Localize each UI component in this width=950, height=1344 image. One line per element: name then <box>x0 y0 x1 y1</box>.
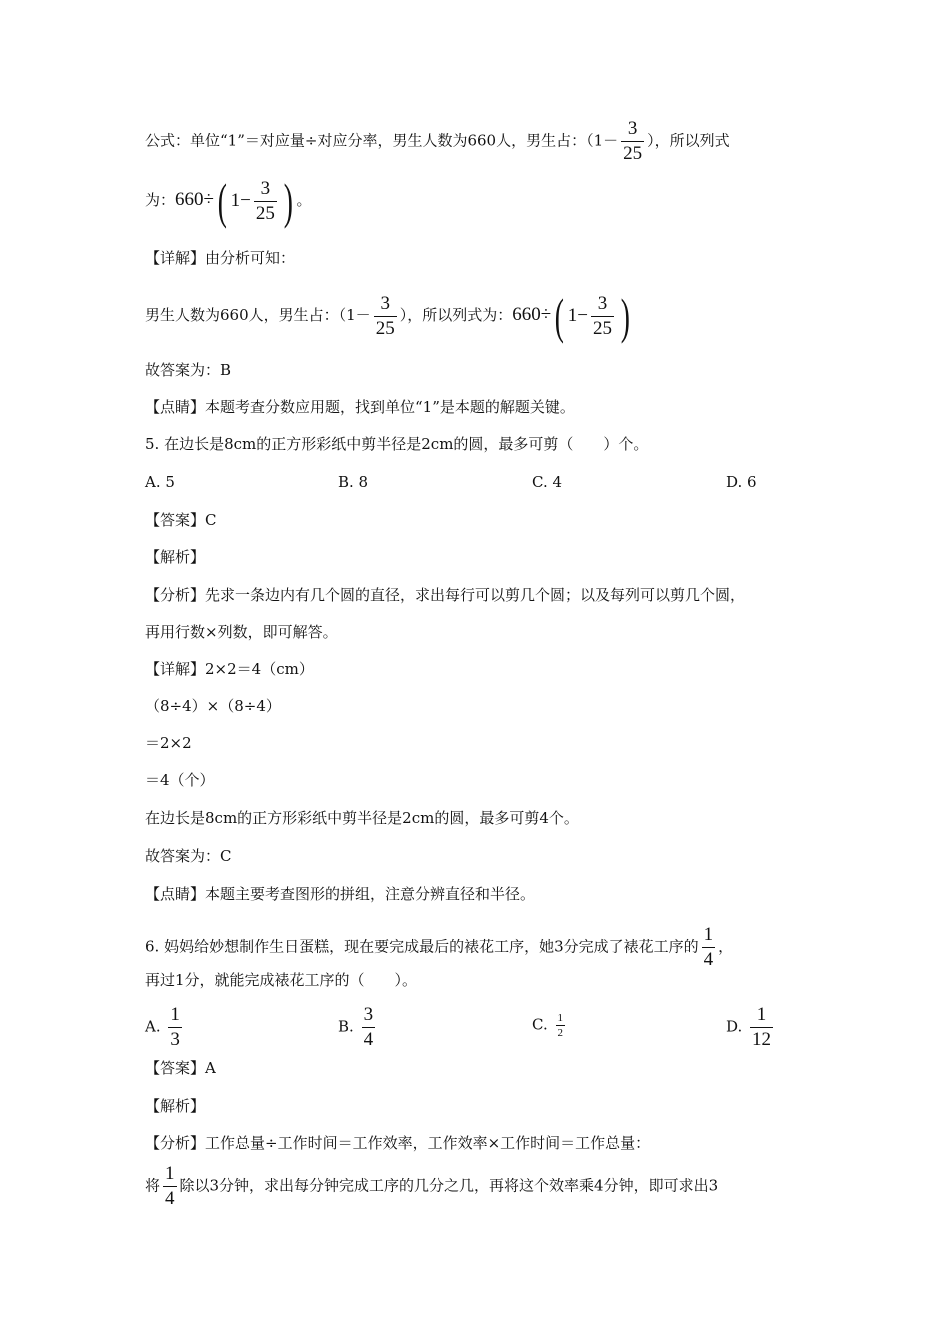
fraction-numerator: 1 <box>703 924 714 945</box>
fraction-numerator: 3 <box>363 1004 374 1025</box>
analysis-text: 将 <box>145 1176 161 1195</box>
detail-line: （8÷4）×（8÷4） <box>145 697 281 715</box>
fraction-numerator: 1 <box>557 1012 563 1024</box>
fraction-numerator: 3 <box>380 292 390 314</box>
option-a <box>145 1004 185 1051</box>
analysis-line: 【分析】先求一条边内有几个圆的直径，求出每行可以剪几个圆；以及每列可以剪几个圆， <box>145 586 746 604</box>
option-label: D. <box>726 1017 743 1036</box>
fraction-numerator: 3 <box>627 118 638 139</box>
analysis-heading: 【解析】 <box>145 1097 206 1115</box>
comment: 【点睛】本题考查分数应用题，找到单位“1”是本题的解题关键。 <box>145 398 575 416</box>
fraction-numerator: 3 <box>597 292 608 314</box>
option-b <box>338 1004 378 1051</box>
answer: 【答案】A <box>145 1059 216 1077</box>
right-paren: ) <box>283 173 293 229</box>
option-a: A. 5 <box>145 473 175 491</box>
expression-operator: ÷ <box>540 304 552 325</box>
option-label: C. <box>532 1015 548 1034</box>
formula-text: ），所以列式 <box>647 131 730 150</box>
fraction-denominator: 2 <box>557 1027 563 1039</box>
analysis-text: 除以3分钟，求出每分钟完成工序的几分之几，再将这个效率乘4分钟，即可求出3 <box>179 1176 719 1195</box>
fraction-numerator: 1 <box>756 1004 767 1025</box>
expression-line <box>145 173 312 229</box>
option-label: A. <box>145 1017 161 1036</box>
fraction-denominator: 3 <box>170 1029 180 1050</box>
question-6-cont: 再过1分，就能完成裱花工序的（ ）。 <box>145 971 418 989</box>
fraction <box>374 293 397 340</box>
parenthesized-expression <box>214 173 297 229</box>
question-5: 5. 在边长是8cm的正方形彩纸中剪半径是2cm的圆，最多可剪（ ）个。 <box>145 435 649 453</box>
fraction <box>168 1004 182 1051</box>
fraction-denominator: 25 <box>255 202 275 224</box>
fraction <box>556 1012 566 1039</box>
comment: 【点睛】本题主要考查图形的拼组，注意分辨直径和半径。 <box>145 885 536 903</box>
expression-number: 660 <box>175 189 204 210</box>
fraction <box>591 293 614 340</box>
final-answer: 故答案为：C <box>145 847 232 865</box>
fraction <box>702 924 716 971</box>
detail-line: ＝4（个） <box>145 771 215 789</box>
expression-term: 1− <box>567 305 589 326</box>
detail-line <box>145 288 634 344</box>
detail-line: 【详解】2×2＝4（cm） <box>145 660 314 678</box>
expression-number: 660 <box>512 304 541 325</box>
option-label: B. <box>338 1017 354 1036</box>
analysis-heading: 【解析】 <box>145 548 206 566</box>
detail-line: 在边长是8cm的正方形彩纸中剪半径是2cm的圆，最多可剪4个。 <box>145 809 579 827</box>
final-answer: 故答案为：B <box>145 361 232 379</box>
fraction-denominator: 25 <box>623 143 643 164</box>
fraction <box>163 1163 177 1210</box>
answer: 【答案】C <box>145 511 217 529</box>
formula-text: 公式：单位“1”＝对应量÷对应分率，男生人数为660人，男生占：（1－ <box>145 131 619 150</box>
fraction-numerator: 1 <box>165 1163 175 1184</box>
fraction-denominator: 4 <box>703 949 714 970</box>
fraction-denominator: 25 <box>593 317 613 339</box>
question-text: ， <box>718 937 734 956</box>
detail-text: 男生人数为660人，男生占：（1－ <box>145 306 371 324</box>
fraction-numerator: 1 <box>170 1004 180 1025</box>
question-6 <box>145 924 733 971</box>
expression-operator: ÷ <box>203 189 214 210</box>
parenthesized-expression <box>551 288 634 344</box>
fraction-denominator: 25 <box>375 317 395 339</box>
analysis-line: 【分析】工作总量÷工作时间＝工作效率，工作效率×工作时间＝工作总量： <box>145 1134 651 1152</box>
question-text: 6. 妈妈给妙想制作生日蛋糕，现在要完成最后的裱花工序，她3分完成了裱花工序的 <box>145 937 699 956</box>
detail-line: ＝2×2 <box>145 734 192 752</box>
fraction-denominator: 12 <box>752 1029 772 1050</box>
analysis-line: 再用行数×列数，即可解答。 <box>145 623 338 641</box>
fraction-denominator: 4 <box>363 1029 374 1050</box>
left-paren: ( <box>554 288 565 344</box>
option-d: D. 6 <box>726 473 757 491</box>
formula-line <box>145 118 730 165</box>
detail-heading: 【详解】由分析可知： <box>145 249 296 267</box>
fraction <box>621 118 644 165</box>
detail-text: ），所以列式为： <box>399 306 513 324</box>
expression-prefix: 为： <box>145 191 176 209</box>
option-c: C. 4 <box>532 473 563 491</box>
right-paren: ) <box>620 288 630 344</box>
fraction <box>254 178 277 225</box>
option-b: B. 8 <box>338 473 369 491</box>
option-d <box>726 1004 776 1051</box>
analysis-line <box>145 1163 718 1210</box>
expression-term: 1− <box>230 190 251 211</box>
expression-suffix: 。 <box>296 191 312 209</box>
option-c <box>532 1012 568 1039</box>
fraction <box>750 1004 773 1051</box>
fraction-denominator: 4 <box>165 1188 175 1209</box>
left-paren: ( <box>217 173 227 229</box>
fraction-numerator: 3 <box>260 177 271 199</box>
fraction <box>362 1004 376 1051</box>
